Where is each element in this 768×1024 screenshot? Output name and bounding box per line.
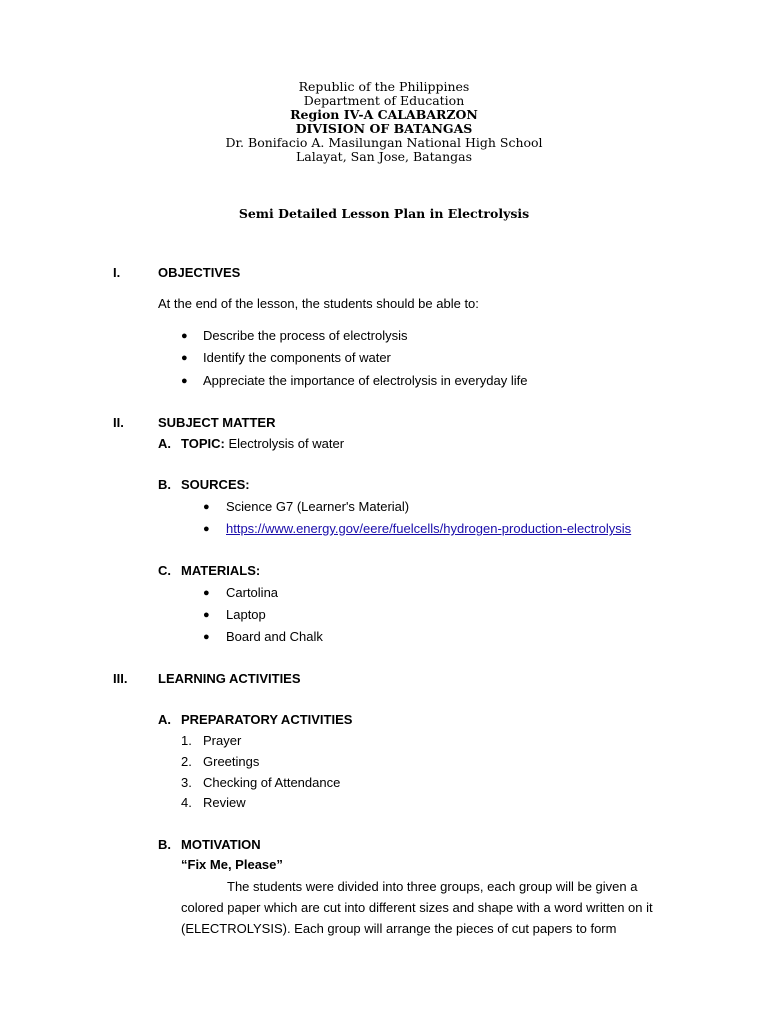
header-republic: Republic of the Philippines (298, 79, 470, 94)
topic-label: TOPIC: (181, 436, 225, 451)
header-address: Lalayat, San Jose, Batangas (295, 149, 473, 164)
header-region: Region IV-A CALABARZON (290, 107, 478, 122)
section-heading-objectives: OBJECTIVES (158, 265, 241, 280)
bullet-icon: ● (203, 609, 210, 621)
topic-letter: A. (158, 436, 171, 451)
bullet-icon: ● (203, 523, 210, 535)
bullet-icon: ● (203, 501, 210, 513)
source-link[interactable]: https://www.energy.gov/eere/fuelcells/hydrogen-production-electrolysis (226, 521, 632, 536)
header-school: Dr. Bonifacio A. Masilungan National High School (225, 135, 543, 150)
section-numeral-objectives: I. (113, 265, 121, 280)
prep-item-number: 3. (181, 775, 192, 790)
materials-label: MATERIALS: (181, 563, 261, 578)
section-heading-learning-activities: LEARNING ACTIVITIES (158, 671, 301, 686)
topic-value: Electrolysis of water (224, 436, 345, 451)
header-division: DIVISION OF BATANGAS (295, 121, 473, 136)
motivation-title: “Fix Me, Please” (181, 857, 283, 872)
section-numeral-subject-matter: II. (113, 415, 124, 430)
header-department: Department of Education (303, 93, 465, 108)
prep-item-number: 2. (181, 754, 192, 769)
bullet-icon: ● (203, 631, 210, 643)
prep-item: Review (203, 795, 246, 810)
bullet-icon: ● (181, 330, 188, 342)
objective-item: Appreciate the importance of electrolysis in everyday life (203, 373, 528, 388)
material-item: Laptop (226, 607, 266, 622)
bullet-icon: ● (203, 587, 210, 599)
objectives-intro: At the end of the lesson, the students should be able to: (158, 296, 479, 311)
material-item: Cartolina (226, 585, 279, 600)
motivation-label: MOTIVATION (181, 837, 261, 852)
prep-item: Checking of Attendance (203, 775, 341, 790)
bullet-icon: ● (181, 352, 188, 364)
prep-letter: A. (158, 712, 171, 727)
sources-letter: B. (158, 477, 171, 492)
sources-label: SOURCES: (181, 477, 250, 492)
material-item: Board and Chalk (226, 629, 323, 644)
topic-line (181, 436, 344, 452)
document-title: Semi Detailed Lesson Plan in Electrolysis (238, 206, 530, 221)
prep-item: Prayer (203, 733, 242, 748)
prep-item-number: 1. (181, 733, 192, 748)
prep-item: Greetings (203, 754, 260, 769)
motivation-paragraph: The students were divided into three groups, each group will be given a colored paper which are cut into different sizes and shape with a word written on it (ELECTROLYSIS). Each group will arrange the pieces of cut papers to form (181, 879, 653, 936)
bullet-icon: ● (181, 375, 188, 387)
materials-letter: C. (158, 563, 171, 578)
section-heading-subject-matter: SUBJECT MATTER (158, 415, 276, 430)
source-item: Science G7 (Learner's Material) (226, 499, 410, 514)
motivation-letter: B. (158, 837, 171, 852)
objective-item: Describe the process of electrolysis (203, 328, 408, 343)
prep-item-number: 4. (181, 795, 192, 810)
section-numeral-learning-activities: III. (113, 671, 128, 686)
objective-item: Identify the components of water (203, 350, 391, 365)
prep-label: PREPARATORY ACTIVITIES (181, 712, 353, 727)
